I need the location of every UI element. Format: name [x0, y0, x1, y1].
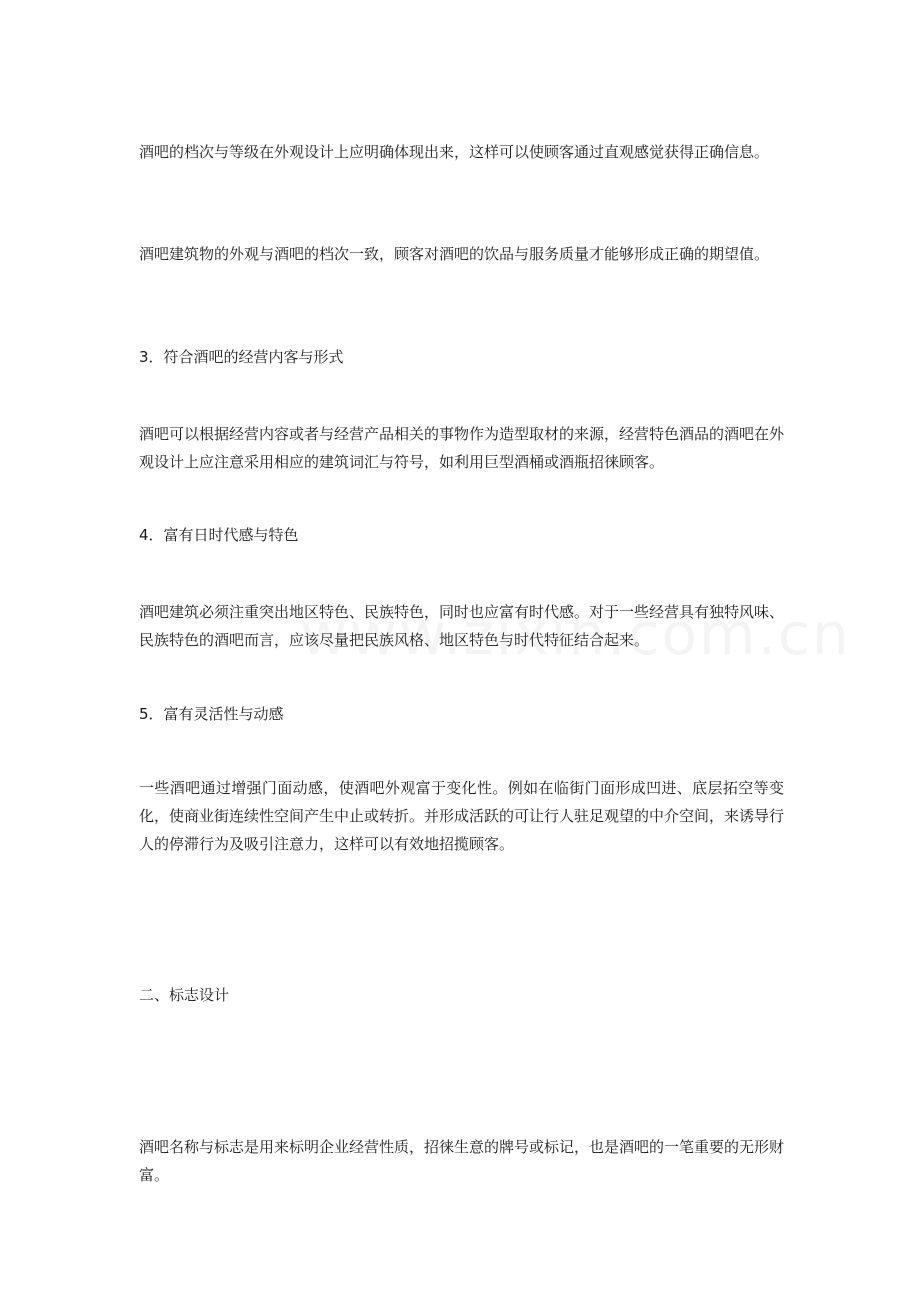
heading-section-3: 3．符合酒吧的经营内客与形式	[139, 348, 344, 366]
paragraph-name-and-logo: 酒吧名称与标志是用来标明企业经营性质，招徕生意的牌号或标记，也是酒吧的一笔重要的无形财富。	[139, 1138, 785, 1184]
paragraph-business-content: 酒吧可以根据经营内容或者与经营产品相关的事物作为造型取材的来源，经营特色酒品的酒吧在外观设计上应注意采用相应的建筑词汇与符号，如利用巨型酒桶或酒瓶招徕顾客。	[139, 425, 785, 471]
heading-section-5: 5．富有灵活性与动感	[139, 705, 284, 723]
heading-section-4: 4．富有日时代感与特色	[139, 526, 299, 544]
paragraph-regional-features: 酒吧建筑必须注重突出地区特色、民族特色，同时也应富有时代感。对于一些经营具有独特风味、民族特色的酒吧而言，应该尽量把民族风格、地区特色与时代特征结合起来。	[139, 603, 785, 649]
paragraph-exterior-consistency: 酒吧建筑物的外观与酒吧的档次一致，顾客对酒吧的饮品与服务质量才能够形成正确的期望值。	[139, 245, 770, 263]
paragraph-exterior-grade: 酒吧的档次与等级在外观设计上应明确体现出来，这样可以使顾客通过直观感觉获得正确信息。	[139, 143, 770, 161]
heading-logo-design: 二、标志设计	[139, 986, 230, 1004]
paragraph-dynamic-facade: 一些酒吧通过增强门面动感，使酒吧外观富于变化性。例如在临街门面形成凹进、底层拓空等变化，使商业街连续性空间产生中止或转折。并形成活跃的可让行人驻足观望的中介空间，来诱导行人的停滞行为及吸引注意力，这样可以有效地招揽顾客。	[139, 779, 785, 853]
